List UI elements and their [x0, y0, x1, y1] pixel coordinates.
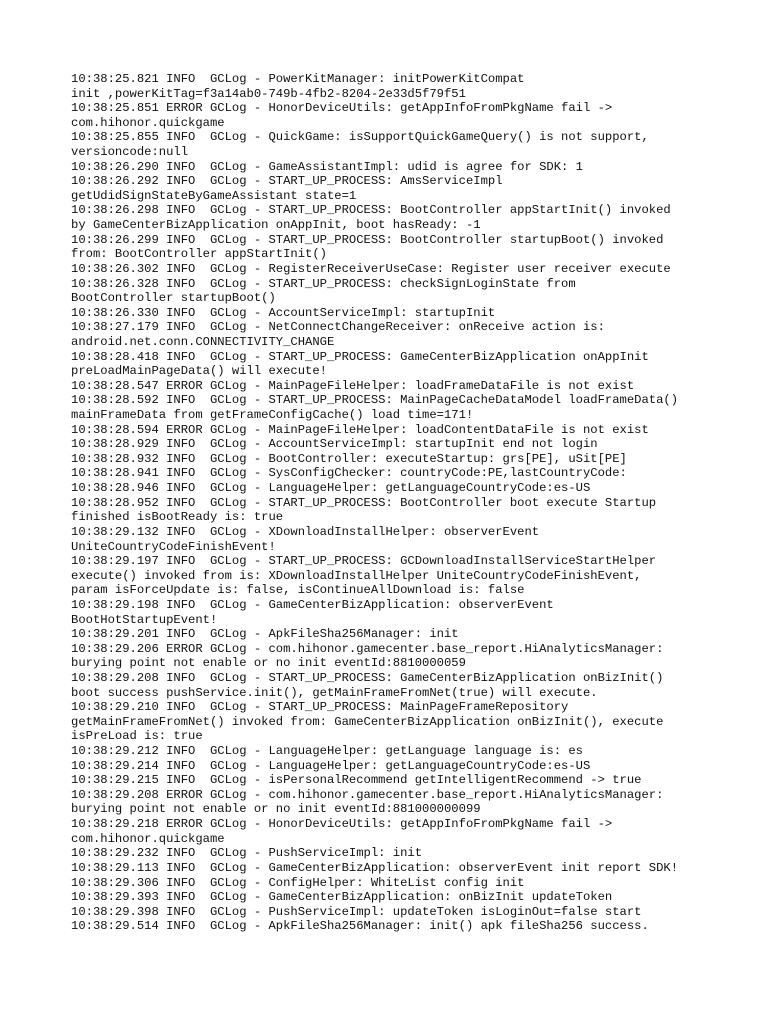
log-line: 10:38:29.215 INFO GCLog - isPersonalRecommend getIntelligentRecommend -> true [71, 773, 642, 788]
log-line: 10:38:29.214 INFO GCLog - LanguageHelper: getLanguageCountryCode:es-US [71, 758, 591, 773]
log-line: by GameCenterBizApplication onAppInit, boot hasReady: -1 [71, 218, 481, 233]
log-line: 10:38:29.113 INFO GCLog - GameCenterBizApplication: observerEvent init report SDK! [71, 860, 679, 875]
log-line: UniteCountryCodeFinishEvent! [71, 539, 276, 554]
log-line: 10:38:29.514 INFO GCLog - ApkFileSha256Manager: init() apk fileSha256 success. [71, 919, 649, 934]
log-line: 10:38:28.547 ERROR GCLog - MainPageFileHelper: loadFrameDataFile is not exist [71, 378, 635, 393]
log-line: finished isBootReady is: true [71, 510, 284, 525]
log-line: 10:38:29.198 INFO GCLog - GameCenterBizApplication: observerEvent [71, 597, 554, 612]
log-line: versioncode:null [71, 145, 189, 160]
log-line: 10:38:26.302 INFO GCLog - RegisterReceiverUseCase: Register user receiver execute [71, 261, 671, 276]
log-line: BootController startupBoot() [71, 291, 276, 306]
log-line: 10:38:26.299 INFO GCLog - START_UP_PROCESS: BootController startupBoot() invoked [71, 232, 664, 247]
log-line: com.hihonor.quickgame [71, 831, 225, 846]
log-line: 10:38:27.179 INFO GCLog - NetConnectChangeReceiver: onReceive action is: [71, 320, 605, 335]
log-line: 10:38:29.306 INFO GCLog - ConfigHelper: WhiteList config init [71, 875, 525, 890]
log-line: burying point not enable or no init eventId:8810000059 [71, 656, 466, 671]
log-line: 10:38:29.398 INFO GCLog - PushServiceImpl: updateToken isLoginOut=false start [71, 904, 642, 919]
log-line: burying point not enable or no init eventId:881000000099 [71, 802, 481, 817]
log-line: getUdidSignStateByGameAssistant state=1 [71, 188, 357, 203]
log-line: 10:38:26.328 INFO GCLog - START_UP_PROCESS: checkSignLoginState from [71, 276, 576, 291]
log-line: getMainFrameFromNet() invoked from: GameCenterBizApplication onBizInit(), execute [71, 714, 664, 729]
log-line: 10:38:25.821 INFO GCLog - PowerKitManager: initPowerKitCompat [71, 72, 525, 86]
log-line: 10:38:29.232 INFO GCLog - PushServiceImpl: init [71, 846, 423, 861]
log-line: isPreLoad is: true [71, 729, 203, 744]
log-line: 10:38:26.292 INFO GCLog - START_UP_PROCESS: AmsServiceImpl [71, 174, 503, 189]
log-line: 10:38:29.218 ERROR GCLog - HonorDeviceUtils: getAppInfoFromPkgName fail -> [71, 817, 613, 832]
log-line: 10:38:29.212 INFO GCLog - LanguageHelper: getLanguage language is: es [71, 744, 583, 759]
log-line: 10:38:29.210 INFO GCLog - START_UP_PROCESS: MainPageFrameRepository [71, 700, 569, 715]
log-line: 10:38:28.946 INFO GCLog - LanguageHelper: getLanguageCountryCode:es-US [71, 481, 591, 496]
log-line: 10:38:29.132 INFO GCLog - XDownloadInstallHelper: observerEvent [71, 524, 540, 539]
log-line: preLoadMainPageData() will execute! [71, 364, 327, 379]
log-line: 10:38:25.851 ERROR GCLog - HonorDeviceUtils: getAppInfoFromPkgName fail -> [71, 101, 613, 116]
log-line: 10:38:29.206 ERROR GCLog - com.hihonor.gamecenter.base_report.HiAnalyticsManager: [71, 641, 664, 656]
log-line: 10:38:25.855 INFO GCLog - QuickGame: isSupportQuickGameQuery() is not support, [71, 130, 649, 145]
log-line: 10:38:26.330 INFO GCLog - AccountServiceImpl: startupInit [71, 305, 496, 320]
log-line: 10:38:29.393 INFO GCLog - GameCenterBizApplication: onBizInit updateToken [71, 890, 613, 905]
log-line: 10:38:28.929 INFO GCLog - AccountServiceImpl: startupInit end not login [71, 437, 598, 452]
log-line: 10:38:29.201 INFO GCLog - ApkFileSha256Manager: init [71, 627, 459, 642]
log-line: 10:38:28.952 INFO GCLog - START_UP_PROCESS: BootController boot execute Startup [71, 495, 657, 510]
log-line: 10:38:28.594 ERROR GCLog - MainPageFileHelper: loadContentDataFile is not exist [71, 422, 649, 437]
log-line: 10:38:29.208 ERROR GCLog - com.hihonor.gamecenter.base_report.HiAnalyticsManager: [71, 787, 664, 802]
log-line: 10:38:26.298 INFO GCLog - START_UP_PROCESS: BootController appStartInit() invoked [71, 203, 671, 218]
log-line: 10:38:29.197 INFO GCLog - START_UP_PROCESS: GCDownloadInstallServiceStartHelper [71, 554, 657, 569]
log-line: 10:38:28.932 INFO GCLog - BootController: executeStartup: grs[PE], uSit[PE] [71, 451, 627, 466]
log-line: mainFrameData from getFrameConfigCache() load time=171! [71, 408, 474, 423]
log-line: init ,powerKitTag=f3a14ab0-749b-4fb2-8204-2e33d5f79f51 [71, 86, 466, 101]
log-line: 10:38:28.418 INFO GCLog - START_UP_PROCESS: GameCenterBizApplication onAppInit [71, 349, 649, 364]
log-line: from: BootController appStartInit() [71, 247, 327, 262]
log-line: 10:38:28.592 INFO GCLog - START_UP_PROCESS: MainPageCacheDataModel loadFrameData() [71, 393, 679, 408]
log-line: 10:38:28.941 INFO GCLog - SysConfigChecker: countryCode:PE,lastCountryCode: [71, 466, 627, 481]
log-output [71, 72, 761, 934]
log-line: 10:38:29.208 INFO GCLog - START_UP_PROCESS: GameCenterBizApplication onBizInit() [71, 670, 664, 685]
log-line: boot success pushService.init(), getMainFrameFromNet(true) will execute. [71, 685, 598, 700]
log-line: execute() invoked from is: XDownloadInstallHelper UniteCountryCodeFinishEvent, [71, 568, 642, 583]
log-line: com.hihonor.quickgame [71, 115, 225, 130]
log-line: param isForceUpdate is: false, isContinueAllDownload is: false [71, 583, 525, 598]
log-line: BootHotStartupEvent! [71, 612, 218, 627]
log-line: android.net.conn.CONNECTIVITY_CHANGE [71, 334, 335, 349]
log-line: 10:38:26.290 INFO GCLog - GameAssistantImpl: udid is agree for SDK: 1 [71, 159, 583, 174]
